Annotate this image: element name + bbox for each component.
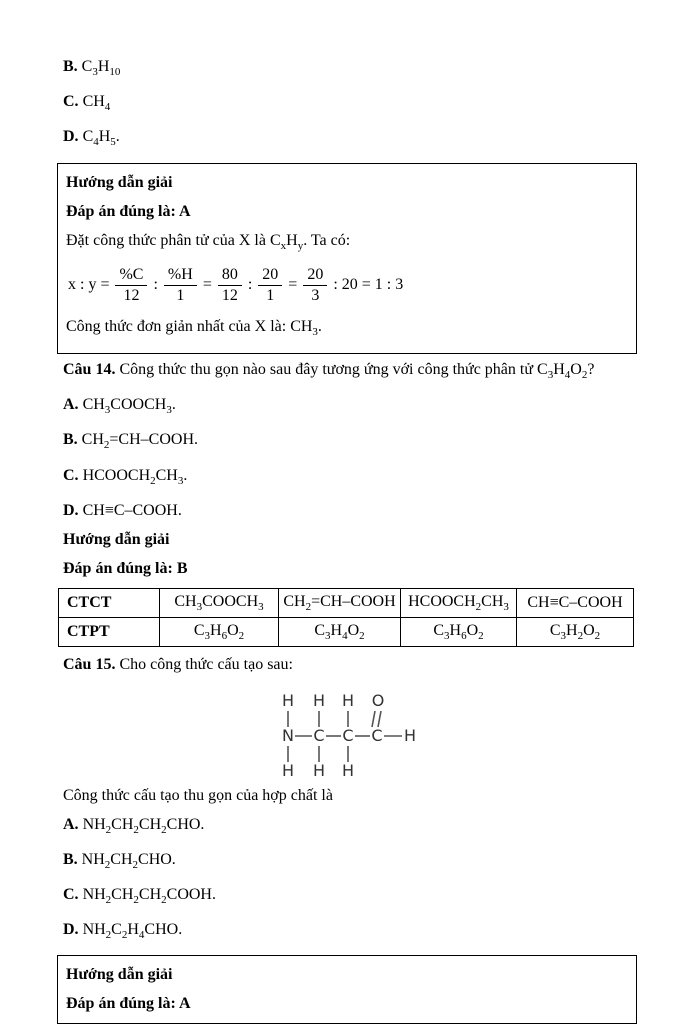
option-label: D. bbox=[63, 921, 79, 939]
question-text: Công thức thu gọn nào sau đây tương ứng với công thức phân tử $C_3H_4O_2$? bbox=[115, 360, 595, 382]
formula-table bbox=[58, 588, 634, 647]
question14-stem bbox=[63, 360, 637, 385]
option-a bbox=[63, 395, 637, 420]
question14-options bbox=[57, 395, 637, 520]
question15-prompt: Công thức cấu tạo thu gọn của hợp chất là bbox=[63, 786, 333, 804]
question-number: Câu 15. bbox=[63, 655, 116, 673]
correct-answer: Đáp án đúng là: A bbox=[66, 995, 191, 1013]
atom-n: N bbox=[282, 725, 294, 745]
question-text: Cho công thức cấu tạo sau: bbox=[115, 655, 293, 673]
question-number: Câu 14. bbox=[63, 360, 116, 378]
atom-h: H bbox=[341, 690, 355, 710]
option-label: C. bbox=[63, 93, 79, 111]
solution-heading: Hướng dẫn giải bbox=[66, 966, 173, 984]
atom-h: H bbox=[403, 725, 417, 745]
table-cell: $C_3H_2O_2$ bbox=[517, 617, 634, 646]
option-label: B. bbox=[63, 58, 78, 75]
atom-c: C bbox=[371, 725, 383, 745]
table-row bbox=[59, 617, 634, 646]
double-bond bbox=[372, 711, 375, 727]
solution-text: Đặt công thức phân tử của X là $C_xH_y$. Ta có: bbox=[66, 231, 351, 252]
option-c bbox=[63, 92, 637, 117]
question13-options bbox=[57, 57, 637, 153]
option-b bbox=[63, 57, 637, 82]
option-c bbox=[63, 885, 637, 910]
table-cell: $C_3H_6O_2$ bbox=[401, 617, 517, 646]
atom-h: H bbox=[281, 760, 295, 780]
option-formula: $CH_3COOCH_3$. bbox=[82, 396, 176, 417]
option-formula: $CH_4$ bbox=[82, 93, 111, 114]
double-bond bbox=[378, 711, 381, 727]
option-formula: $NH_2CH_2CHO$. bbox=[81, 850, 176, 872]
option-label: C. bbox=[63, 886, 79, 904]
option-label: C. bbox=[63, 466, 79, 484]
fraction: $\frac{\%C}{12}$ bbox=[115, 266, 147, 305]
option-formula: $C_3H_{10}$ bbox=[81, 58, 121, 79]
fraction: $\frac{20}{1}$ bbox=[258, 266, 282, 305]
table-cell: $CH_2=CH$–COOH bbox=[279, 588, 401, 617]
option-b bbox=[63, 850, 637, 875]
option-b bbox=[63, 430, 637, 455]
atom-h: H bbox=[312, 690, 326, 710]
equation-lhs: x : y = bbox=[68, 276, 110, 294]
atom-h: H bbox=[341, 760, 355, 780]
atom-c: C bbox=[342, 725, 354, 745]
molecule-svg bbox=[272, 684, 432, 780]
option-a bbox=[63, 815, 637, 840]
solution-box-q13 bbox=[57, 163, 637, 354]
table-cell: CH≡C–COOH bbox=[517, 588, 634, 617]
operator: : bbox=[153, 276, 158, 294]
atom-c: C bbox=[313, 725, 325, 745]
table-row bbox=[59, 588, 634, 617]
solution-box-q15 bbox=[57, 955, 637, 1024]
option-label: A. bbox=[63, 396, 79, 414]
solution-heading: Hướng dẫn giải bbox=[63, 530, 170, 548]
row-header: CTCT bbox=[59, 588, 160, 617]
option-d bbox=[63, 127, 637, 152]
fraction: $\frac{\%H}{1}$ bbox=[164, 266, 197, 305]
operator: = bbox=[202, 276, 212, 294]
question15-stem bbox=[63, 655, 637, 674]
operator: = bbox=[288, 276, 298, 294]
structural-formula-diagram bbox=[272, 684, 637, 780]
option-formula: $NH_2C_2H_4CHO$. bbox=[82, 921, 183, 942]
operator: : bbox=[247, 276, 253, 294]
table-cell: $C_3H_4O_2$ bbox=[279, 617, 401, 646]
option-c bbox=[63, 466, 637, 491]
option-label: A. bbox=[63, 815, 79, 833]
option-formula: CH≡C–COOH. bbox=[82, 501, 182, 519]
ratio-equation bbox=[68, 266, 626, 305]
option-label: D. bbox=[63, 501, 79, 519]
row-header: CTPT bbox=[59, 617, 160, 646]
atom-o: O bbox=[371, 690, 385, 710]
option-label: D. bbox=[63, 128, 79, 146]
atom-h: H bbox=[281, 690, 295, 710]
option-d bbox=[63, 920, 637, 945]
fraction: $\frac{80}{12}$ bbox=[218, 266, 242, 305]
solution-heading: Hướng dẫn giải bbox=[66, 173, 173, 191]
atom-h: H bbox=[312, 760, 326, 780]
option-label: B. bbox=[63, 431, 78, 449]
option-formula: $NH_2CH_2CH_2CHO$. bbox=[82, 815, 205, 836]
option-formula: $HCOOCH_2CH_3$. bbox=[82, 466, 188, 487]
table-cell: $C_3H_6O_2$ bbox=[160, 617, 279, 646]
option-formula: $C_4H_5$. bbox=[82, 128, 120, 149]
correct-answer: Đáp án đúng là: A bbox=[66, 202, 191, 220]
equation-tail: : 20 = 1 : 3 bbox=[333, 276, 404, 294]
solution-conclusion: Công thức đơn giản nhất của X là: $CH_3$. bbox=[66, 317, 322, 338]
fraction: $\frac{20}{3}$ bbox=[303, 266, 327, 305]
question15-options bbox=[57, 815, 637, 946]
correct-answer: Đáp án đúng là: B bbox=[63, 559, 188, 577]
option-formula: $NH_2CH_2CH_2COOH$. bbox=[82, 886, 216, 907]
option-formula: $CH_2=CH$–COOH. bbox=[81, 431, 198, 452]
table-cell: $HCOOCH_2CH_3$ bbox=[401, 588, 517, 617]
option-d bbox=[63, 501, 637, 520]
option-label: B. bbox=[63, 850, 78, 868]
table-cell: $CH_3COOCH_3$ bbox=[160, 588, 279, 617]
